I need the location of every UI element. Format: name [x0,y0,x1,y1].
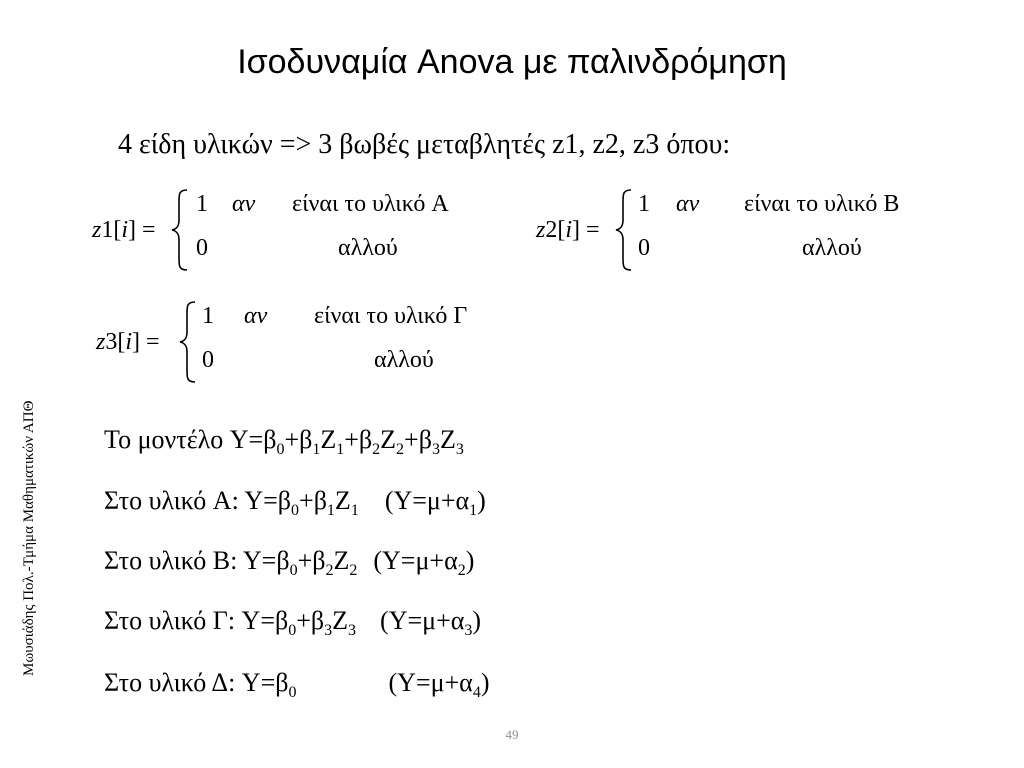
case-1-value: 1 [196,191,208,217]
case-2-text: αλλού [802,235,862,261]
case-1-value: 1 [202,303,214,329]
case-1-text: είναι το υλικό B [744,191,900,217]
definition-lhs: z2[i] = [536,217,600,243]
intro-text: 4 είδη υλικών => 3 βωβές μεταβλητές z1, z2, z3 όπου: [118,129,731,160]
material-d-equation: Στο υλικό Δ: $Y=\beta_0$ $(Y=\mu+\alpha_4)$ [104,668,490,702]
definition-z1 [92,188,512,272]
left-brace-icon [170,188,190,272]
material-b-equation: Στο υλικό B: $Y=\beta_0+\beta_2Z_2$ $(Y=\mu+\alpha_2)$ [104,546,475,580]
case-1-value: 1 [638,191,650,217]
case-2-text: αλλού [374,347,434,373]
definition-z3 [96,300,536,384]
material-g-equation: Στο υλικό Γ: $Y=\beta_0+\beta_3Z_3$ $(Y=\mu+\alpha_3)$ [104,606,482,640]
case-2-value: 0 [196,235,208,261]
model-equation: Το μοντέλο $Y=\beta_0+\beta_1Z_1+\beta_2Z_2+\beta_3Z_3$ [104,425,464,459]
case-2-text: αλλού [338,235,398,261]
case-1-text: είναι το υλικό A [292,191,449,217]
page-number: 49 [505,727,519,742]
case-2-value: 0 [638,235,650,261]
definition-lhs: z1[i] = [92,217,156,243]
slide-title: Ισοδυναμία Anova με παλινδρόμηση [237,43,787,81]
case-1-text: είναι το υλικό Γ [314,303,468,329]
case-2-value: 0 [202,347,214,373]
definition-lhs: z3[i] = [96,329,160,355]
left-brace-icon [178,300,198,384]
definition-z2 [536,188,956,272]
case-1-condition: αν [232,191,256,217]
left-brace-icon [614,188,634,272]
case-1-condition: αν [676,191,700,217]
author-credit: Μωυσιάδης Πολ.-Τμήμα Μαθηματικών ΑΠΘ [21,400,37,676]
case-1-condition: αν [244,303,268,329]
material-a-equation: Στο υλικό A: $Y=\beta_0+\beta_1Z_1$ $(Y=\mu+\alpha_1)$ [104,486,486,520]
